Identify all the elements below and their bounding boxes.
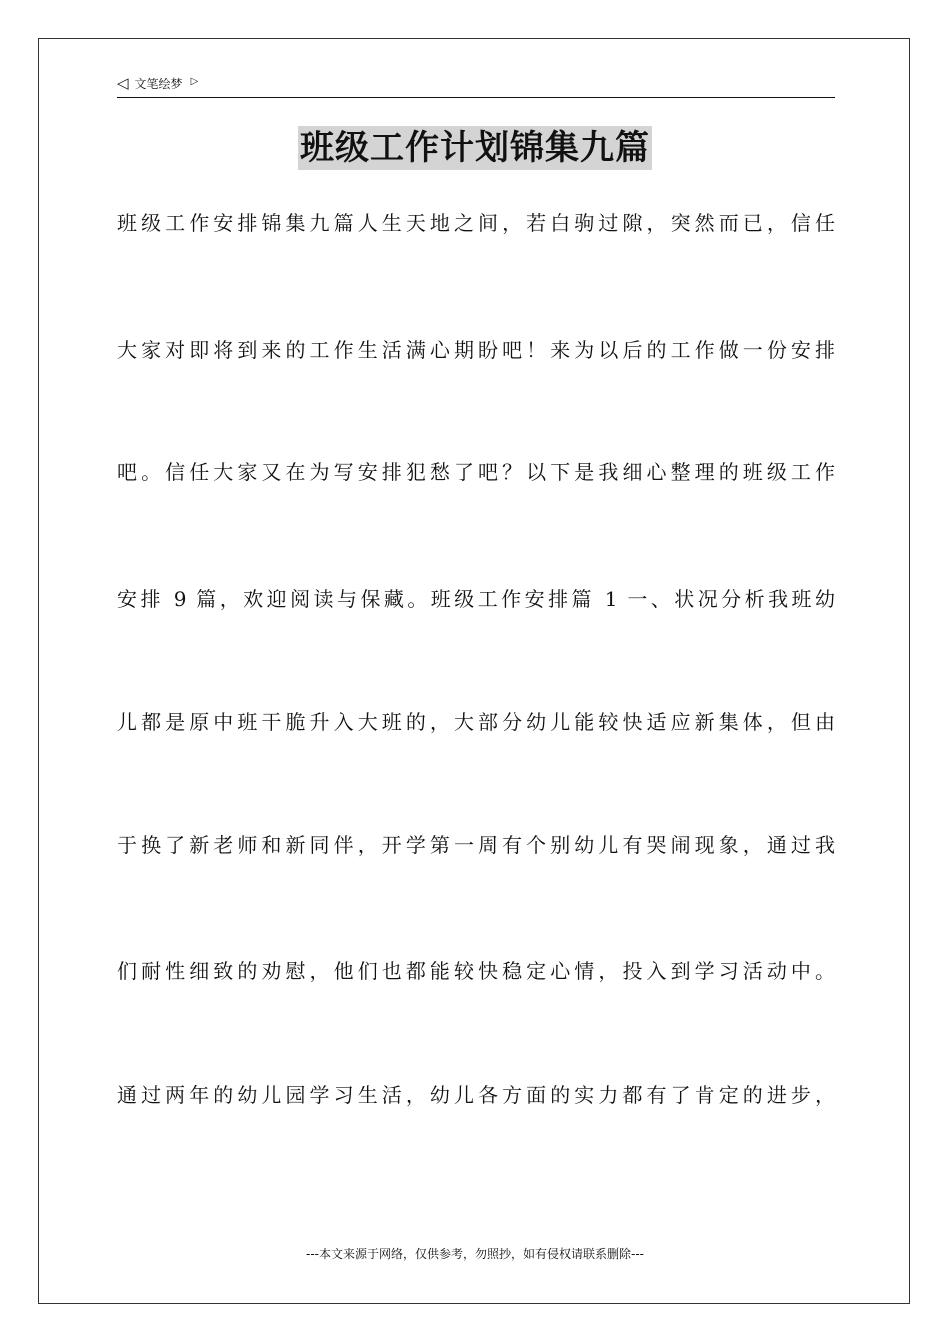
- page-header: [117, 74, 835, 98]
- triangle-right-icon: ▷: [190, 76, 199, 87]
- header-brand: 文笔绘梦: [134, 77, 183, 91]
- triangle-left-icon: ◁: [117, 74, 129, 92]
- body-line: 们耐性细致的劝慰，他们也都能较快稳定心情，投入到学习活动中。: [117, 959, 835, 983]
- body-line: 儿都是原中班干脆升入大班的，大部分幼儿能较快适应新集体，但由: [117, 710, 835, 734]
- document-title: 班级工作计划锦集九篇: [300, 128, 650, 168]
- footer-notice: ---本文来源于网络，仅供参考，勿照抄，如有侵权请联系删除---: [306, 1247, 644, 1261]
- title-container: [0, 126, 950, 170]
- body-line: 通过两年的幼儿园学习生活，幼儿各方面的实力都有了肯定的进步，: [117, 1083, 835, 1107]
- body-line: 吧。信任大家又在为写安排犯愁了吧？以下是我细心整理的班级工作: [117, 460, 835, 484]
- body-line: 安排 9 篇，欢迎阅读与保藏。班级工作安排篇 1 一、状况分析我班幼: [117, 587, 835, 611]
- body-line: 班级工作安排锦集九篇人生天地之间，若白驹过隙，突然而已，信任: [117, 211, 835, 235]
- body-line: 于换了新老师和新同伴，开学第一周有个别幼儿有哭闹现象，通过我: [117, 833, 835, 857]
- body-line: 大家对即将到来的工作生活满心期盼吧！来为以后的工作做一份安排: [117, 338, 835, 362]
